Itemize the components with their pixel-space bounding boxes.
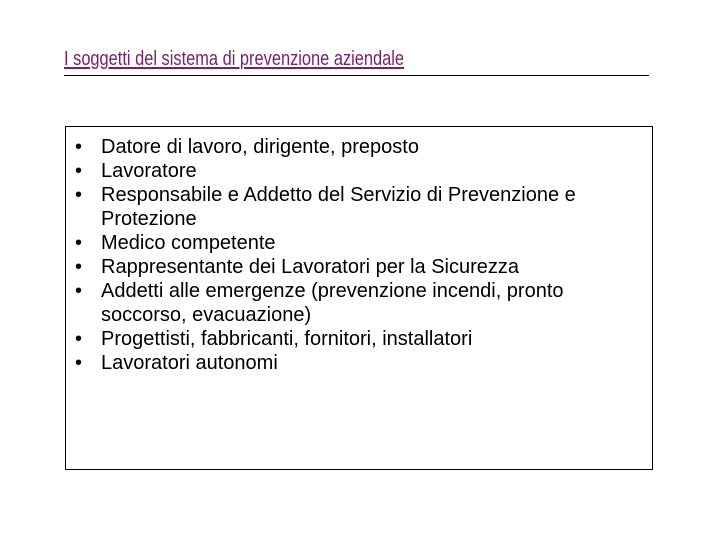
- list-item-text: Lavoratore: [101, 160, 197, 182]
- list-item-text: Responsabile e Addetto del Servizio di Prevenzione e Protezione: [101, 184, 576, 230]
- bullet-icon: •: [75, 328, 83, 350]
- list-item: [75, 183, 647, 231]
- list-item: [75, 351, 647, 375]
- title-underline-rule: [64, 75, 649, 76]
- list-item-text: Addetti alle emergenze (prevenzione incendi, pronto soccorso, evacuazione): [101, 280, 564, 326]
- list-item-text: Rappresentante dei Lavoratori per la Sicurezza: [101, 256, 520, 278]
- bullet-icon: •: [75, 280, 83, 302]
- bullet-icon: •: [75, 136, 83, 158]
- bullet-icon: •: [75, 352, 83, 374]
- bullet-icon: •: [75, 256, 83, 278]
- list-item: [75, 135, 647, 159]
- list-item: [75, 279, 647, 327]
- list-item-text: Lavoratori autonomi: [101, 352, 278, 374]
- list-item: [75, 231, 647, 255]
- bullet-icon: •: [75, 184, 83, 206]
- bullet-list: [75, 135, 647, 375]
- list-item-text: Progettisti, fabbricanti, fornitori, installatori: [101, 328, 473, 350]
- bullet-icon: •: [75, 232, 83, 254]
- list-item: [75, 255, 647, 279]
- list-item-text: Medico competente: [101, 232, 276, 254]
- list-item: [75, 159, 647, 183]
- list-item-text: Datore di lavoro, dirigente, preposto: [101, 136, 419, 158]
- list-item: [75, 327, 647, 351]
- bullet-icon: •: [75, 160, 83, 182]
- slide-title: I soggetti del sistema di prevenzione aziendale: [64, 48, 405, 70]
- content-box: [65, 126, 653, 470]
